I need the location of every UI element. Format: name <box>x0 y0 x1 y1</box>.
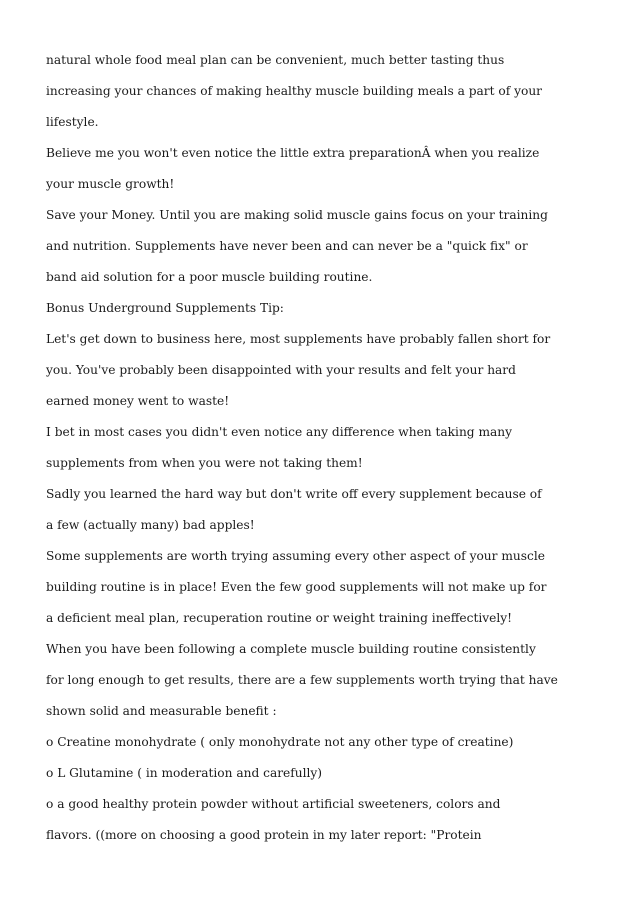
text-line: Save your Money. Until you are making solid muscle gains focus on your training <box>46 208 548 222</box>
text-line: natural whole food meal plan can be convenient, much better tasting thus <box>46 53 505 67</box>
text-line: you. You've probably been disappointed with your results and felt your hard <box>46 363 516 377</box>
text-line: Believe me you won't even notice the little extra preparationÂ when you realize <box>46 146 540 160</box>
text-line: a few (actually many) bad apples! <box>46 518 255 532</box>
text-line: When you have been following a complete muscle building routine consistently <box>46 642 536 656</box>
text-line: increasing your chances of making healthy muscle building meals a part of your <box>46 84 542 98</box>
text-line: supplements from when you were not taking them! <box>46 456 363 470</box>
text-line: your muscle growth! <box>46 177 175 191</box>
text-line: earned money went to waste! <box>46 394 230 408</box>
text-line: building routine is in place! Even the few good supplements will not make up for <box>46 580 547 594</box>
text-line: shown solid and measurable benefit : <box>46 704 277 718</box>
list-item: o a good healthy protein powder without artificial sweeteners, colors and <box>46 797 501 811</box>
text-line: band aid solution for a poor muscle building routine. <box>46 270 373 284</box>
text-line: lifestyle. <box>46 115 99 129</box>
text-line: flavors. ((more on choosing a good protein in my later report: "Protein <box>46 828 482 842</box>
text-line: Let's get down to business here, most supplements have probably fallen short for <box>46 332 551 346</box>
text-line: and nutrition. Supplements have never been and can never be a "quick fix" or <box>46 239 528 253</box>
text-line: a deficient meal plan, recuperation routine or weight training ineffectively! <box>46 611 513 625</box>
section-heading: Bonus Underground Supplements Tip: <box>46 301 284 315</box>
text-line: Some supplements are worth trying assuming every other aspect of your muscle <box>46 549 545 563</box>
list-item: o L Glutamine ( in moderation and carefully) <box>46 766 323 780</box>
text-line: for long enough to get results, there are a few supplements worth trying that have <box>46 673 558 687</box>
body-text <box>46 45 606 851</box>
list-item: o Creatine monohydrate ( only monohydrate not any other type of creatine) <box>46 735 514 749</box>
text-line: I bet in most cases you didn't even notice any difference when taking many <box>46 425 513 439</box>
text-line: Sadly you learned the hard way but don't write off every supplement because of <box>46 487 542 501</box>
